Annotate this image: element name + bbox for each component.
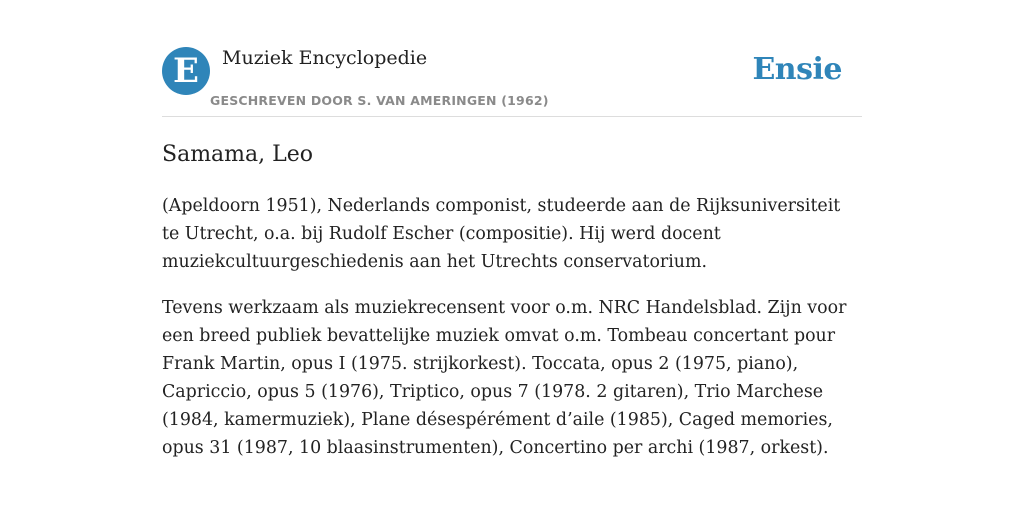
entry-title: Samama, Leo xyxy=(162,142,314,167)
header xyxy=(162,46,862,117)
encyclopedia-logo-icon[interactable]: E xyxy=(162,47,210,95)
book-title-link[interactable]: Muziek Encyclopedie xyxy=(222,47,428,69)
entry-paragraph: (Apeldoorn 1951), Nederlands componist, studeerde aan de Rijksuniversiteit te Utrecht, o.a. bij Rudolf Escher (compositie). Hij werd docent muziekcultuurgeschiedenis aan het Utrechts conservatorium. xyxy=(162,196,841,272)
author-byline: GESCHREVEN DOOR S. VAN AMERINGEN (1962) xyxy=(210,93,549,108)
entry-body xyxy=(162,192,862,480)
entry-paragraph: Tevens werkzaam als muziekrecensent voor o.m. NRC Handelsblad. Zijn voor een breed publiek bevattelijke muziek omvat o.m. Tombeau concertant pour Frank Martin, opus I (1975. strijkorkest). Toccata, opus 2 (1975, piano), Capriccio, opus 5 (1976), Triptico, opus 7 (1978. 2 gitaren), Trio Marchese (1984, kamermuziek), Plane désespérément d’aile (1985), Caged memories, opus 31 (1987, 10 blaasinstrumenten), Concertino per archi (1987, orkest). xyxy=(162,298,847,458)
ensie-brand-logo[interactable]: Ensie xyxy=(752,52,842,87)
